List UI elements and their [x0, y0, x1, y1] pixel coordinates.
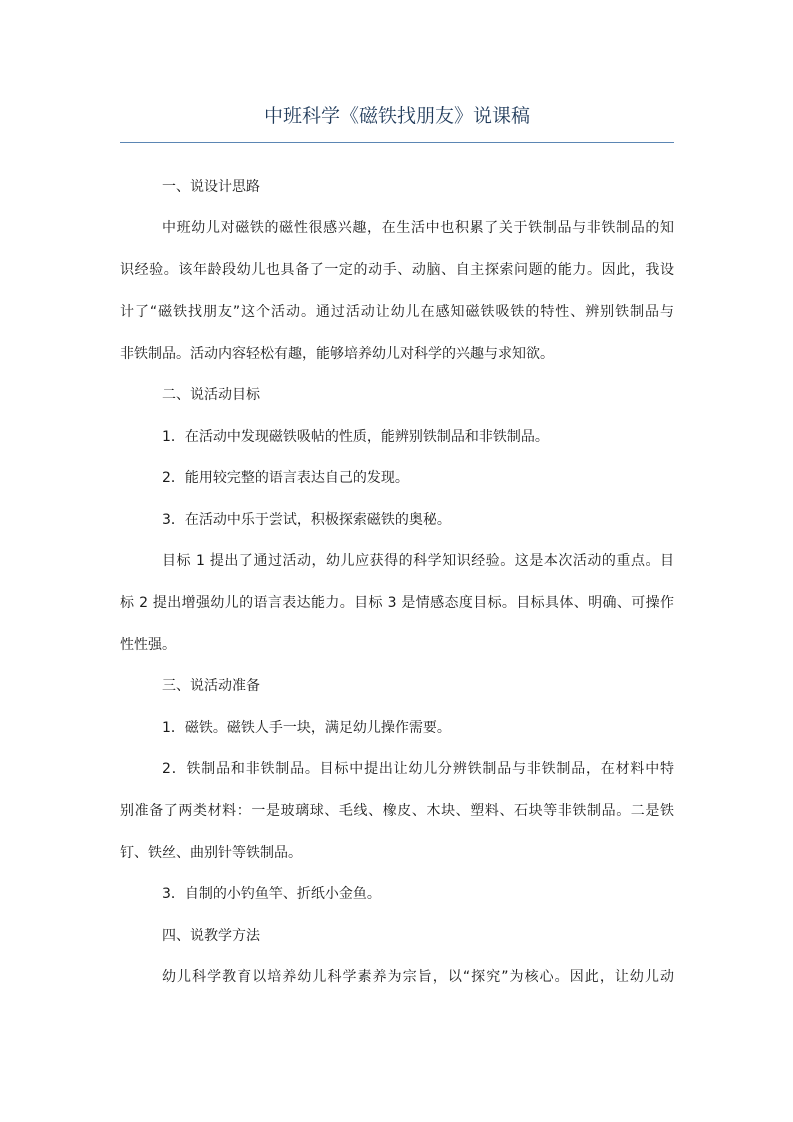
list-item: 2．能用较完整的语言表达自己的发现。 [162, 470, 409, 486]
paragraph-line: 标 2 提出增强幼儿的语言表达能力。目标 3 是情感态度目标。目标具体、明确、可操作 [120, 595, 674, 611]
paragraph-line: 钉、铁丝、曲别针等铁制品。 [120, 845, 302, 861]
list-item: 3．自制的小钓鱼竿、折纸小金鱼。 [162, 886, 381, 902]
section-heading: 二、说活动目标 [162, 387, 260, 403]
list-item: 1．在活动中发现磁铁吸帖的性质，能辨别铁制品和非铁制品。 [162, 429, 549, 445]
paragraph-line: 别准备了两类材料：一是玻璃球、毛线、橡皮、木块、塑料、石块等非铁制品。二是铁 [120, 803, 674, 819]
paragraph-line: 性性强。 [120, 637, 176, 653]
page-title: 中班科学《磁铁找朋友》说课稿 [263, 105, 530, 127]
paragraph-line: 目标 1 提出了通过活动，幼儿应获得的科学知识经验。这是本次活动的重点。目 [162, 553, 674, 569]
list-item: 3．在活动中乐于尝试，积极探索磁铁的奥秘。 [162, 512, 451, 528]
section-heading: 一、说设计思路 [162, 179, 260, 195]
list-item: 1．磁铁。磁铁人手一块，满足幼儿操作需要。 [162, 720, 451, 736]
list-item: 2．铁制品和非铁制品。目标中提出让幼儿分辨铁制品与非铁制品，在材料中特 [162, 761, 674, 777]
paragraph-line: 计了“磁铁找朋友”这个活动。通过活动让幼儿在感知磁铁吸铁的特性、辨别铁制品与 [120, 304, 674, 320]
paragraph-line: 中班幼儿对磁铁的磁性很感兴趣，在生活中也积累了关于铁制品与非铁制品的知 [162, 220, 674, 236]
section-heading: 三、说活动准备 [162, 678, 260, 694]
paragraph-line: 幼儿科学教育以培养幼儿科学素养为宗旨，以“探究”为核心。因此，让幼儿动 [162, 969, 674, 985]
paragraph-line: 识经验。该年龄段幼儿也具备了一定的动手、动脑、自主探索问题的能力。因此，我设 [120, 262, 674, 278]
paragraph-line: 非铁制品。活动内容轻松有趣，能够培养幼儿对科学的兴趣与求知欲。 [120, 346, 554, 362]
section-heading: 四、说教学方法 [162, 928, 260, 944]
title-divider [120, 142, 674, 143]
